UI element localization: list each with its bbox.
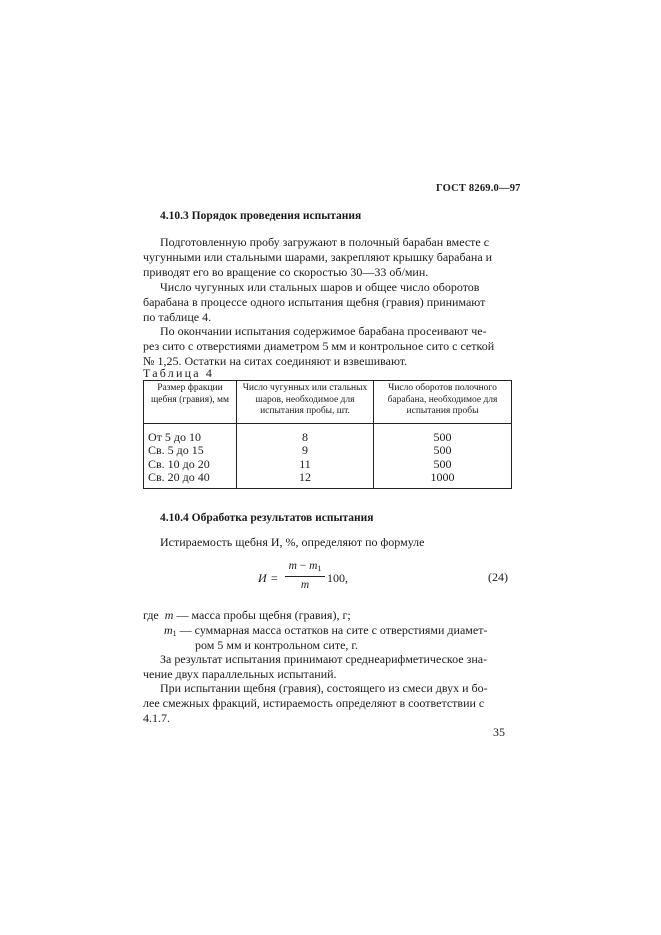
table-cell: Св. 10 до 20	[144, 458, 237, 472]
text-line: чугунными или стальными шарами, закрепляют крышку барабана и	[143, 249, 493, 264]
formula-number: (24)	[488, 570, 508, 584]
text-line: Число чугунных или стальных шаров и общее число оборотов	[160, 280, 480, 294]
formula-equals: =	[271, 571, 278, 585]
table-cell: 500	[374, 444, 512, 458]
table-cell: 11	[237, 458, 374, 472]
table-4	[143, 380, 512, 489]
paragraph-mixture	[143, 681, 510, 725]
header-fraction-size: Размер фракции щебня (гравия), мм	[144, 381, 237, 424]
section-heading-4-10-4: 4.10.4 Обработка результатов испытания	[160, 512, 374, 524]
text-line: приводят его во вращение со скоростью 30—33 об/мин.	[143, 264, 429, 279]
document-code: ГОСТ 8269.0—97	[436, 183, 521, 194]
formula-factor: 100,	[327, 571, 348, 585]
text-line: Подготовленную пробу загружают в полочный барабан вместе с	[160, 235, 490, 249]
paragraph-result	[143, 652, 510, 682]
section-heading-4-10-3: 4.10.3 Порядок проведения испытания	[160, 210, 362, 222]
text-line: барабана в процессе одного испытания щебня (гравия) принимают	[143, 294, 486, 309]
definition-m1-continued: ром 5 мм и контрольном сите, г.	[195, 638, 358, 652]
text-line: По окончании испытания содержимое барабана просеивают че-	[160, 324, 487, 338]
formula-intro: Истираемость щебня И, %, определяют по формуле	[160, 535, 425, 549]
table-row	[144, 423, 512, 444]
table-row	[144, 444, 512, 458]
paragraph-loading	[143, 235, 510, 279]
formula-lhs: И	[258, 571, 267, 585]
text-line: рез сито с отверстиями диаметром 5 мм и контрольное сито с сеткой	[143, 338, 495, 353]
table-cell: 9	[237, 444, 374, 458]
paragraph-balls	[143, 280, 510, 324]
formula-24	[258, 560, 508, 600]
text-line: 4.1.7.	[143, 710, 170, 725]
definition-m1: $m_1$ — суммарная масса остатков на сите с отверстиями диамет-	[164, 623, 488, 638]
table-cell: От 5 до 10	[144, 423, 237, 444]
text-line: по таблице 4.	[143, 309, 212, 324]
header-ball-count: Число чугунных или стальных шаров, необходимое для испытания пробы, шт.	[237, 381, 374, 424]
page-number: 35	[493, 725, 505, 739]
table-cell: 500	[374, 458, 512, 472]
paragraph-sieving	[143, 324, 510, 368]
table-cell: 500	[374, 423, 512, 444]
header-revolutions: Число оборотов полочного барабана, необходимое для испытания пробы	[374, 381, 512, 424]
fraction-bar	[285, 576, 325, 577]
table-header-row	[144, 381, 512, 424]
text-line: № 1,25. Остатки на ситах соединяют и взвешивают.	[143, 353, 408, 368]
text-line: За результат испытания принимают среднеарифметическое зна-	[160, 652, 488, 666]
table-cell: 1000	[374, 471, 512, 488]
table-cell: Св. 5 до 15	[144, 444, 237, 458]
formula-denominator: m	[300, 579, 310, 591]
formula-fraction	[285, 560, 325, 592]
table-row	[144, 458, 512, 472]
text-line: чение двух параллельных испытаний.	[143, 666, 337, 681]
table-caption: Таблица 4	[143, 366, 215, 380]
text-line: При испытании щебня (гравия), состоящего из смеси двух и бо-	[160, 681, 488, 695]
formula-numerator: $m - m_1$	[288, 560, 322, 573]
table-cell: 8	[237, 423, 374, 444]
table-cell: 12	[237, 471, 374, 488]
text-line: лее смежных фракций, истираемость определяют в соответствии с	[143, 695, 485, 710]
table-row	[144, 471, 512, 488]
definition-m: где m — масса пробы щебня (гравия), г;	[143, 608, 351, 622]
table-cell: Св. 20 до 40	[144, 471, 237, 488]
